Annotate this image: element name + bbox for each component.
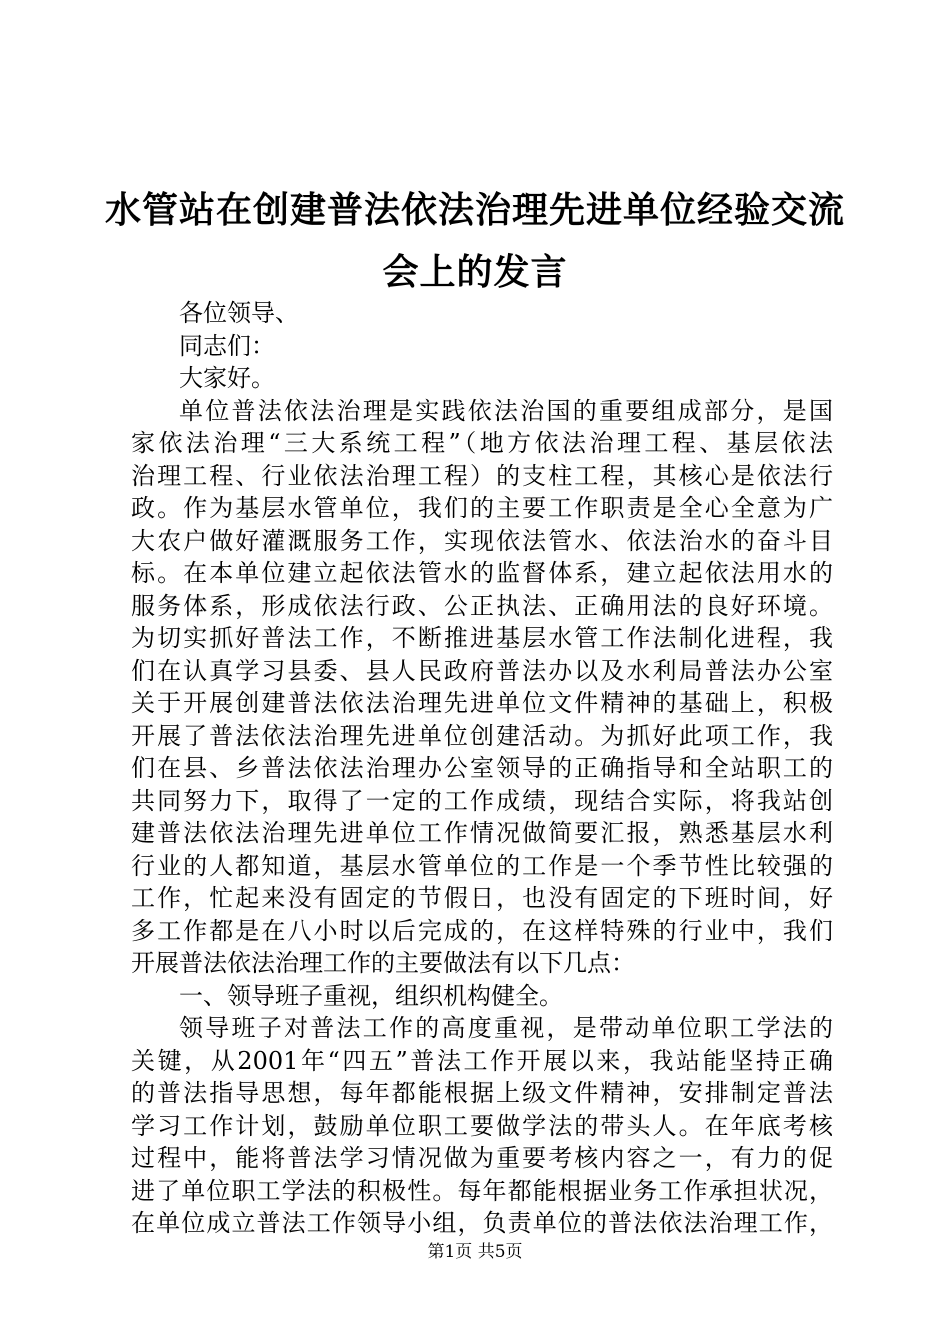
paragraph-line: 共同努力下，取得了一定的工作成绩，现结合实际，将我站创 [131,786,833,815]
paragraph-line: 开展了普法依法治理先进单位创建活动。为抓好此项工作，我 [131,721,833,750]
paragraph-line: 开展普法依法治理工作的主要做法有以下几点： [131,949,635,977]
paragraph-line: 的普法指导思想，每年都能根据上级文件精神，安排制定普法 [131,1079,833,1107]
salutation-line: 同志们： [179,331,275,360]
paragraph-line: 家依法治理“三大系统工程”（地方依法治理工程、基层依法 [131,429,833,457]
paragraph-line: 为切实抓好普法工作，不断推进基层水管工作法制化进程，我 [131,624,833,652]
paragraph-line: 行业的人都知道，基层水管单位的工作是一个季节性比较强的 [131,851,833,880]
paragraph-line: 标。在本单位建立起依法管水的监督体系，建立起依法用水的 [131,559,833,587]
greeting-line: 大家好。 [179,364,275,392]
paragraph-line: 政。作为基层水管单位，我们的主要工作职责是全心全意为广 [131,494,833,522]
paragraph-line: 进了单位职工学法的积极性。每年都能根据业务工作承担状况， [131,1176,833,1205]
paragraph-line: 大农户做好灌溉服务工作，实现依法管水、依法治水的奋斗目 [131,526,833,555]
document-title-line-1: 水管站在创建普法依法治理先进单位经验交流 [104,190,845,231]
paragraph-line: 们在县、乡普法依法治理办公室领导的正确指导和全站职工的 [131,754,833,782]
page-number-footer: 第1页 共5页 [427,1242,523,1262]
paragraph-line: 工作，忙起来没有固定的节假日，也没有固定的下班时间，好 [131,884,833,912]
paragraph-line: 服务体系，形成依法行政、公正执法、正确用法的良好环境。 [131,591,833,620]
paragraph-line: 过程中，能将普法学习情况做为重要考核内容之一，有力的促 [131,1144,833,1172]
paragraph-line: 学习工作计划，鼓励单位职工要做学法的带头人。在年底考核 [131,1111,833,1140]
salutation-line: 各位领导、 [179,299,299,327]
paragraph-line: 领导班子对普法工作的高度重视，是带动单位职工学法的 [179,1014,833,1042]
document-title-line-2: 会上的发言 [382,252,568,293]
paragraph-line: 在单位成立普法工作领导小组，负责单位的普法依法治理工作， [131,1209,833,1237]
paragraph-line: 关于开展创建普法依法治理先进单位文件精神的基础上，积极 [131,689,833,717]
paragraph-line: 多工作都是在八小时以后完成的，在这样特殊的行业中，我们 [131,916,833,945]
document-body [131,297,833,1240]
paragraph-line: 建普法依法治理先进单位工作情况做简要汇报，熟悉基层水利 [131,819,833,847]
paragraph-line: 们在认真学习县委、县人民政府普法办以及水利局普法办公室 [131,656,833,685]
paragraph-line: 治理工程、行业依法治理工程）的支柱工程，其核心是依法行 [131,461,833,490]
paragraph-line: 单位普法依法治理是实践依法治国的重要组成部分，是国 [179,396,833,425]
paragraph-line: 关键，从2001年“四五”普法工作开展以来，我站能坚持正确 [131,1046,833,1075]
section-heading: 一、领导班子重视，组织机构健全。 [179,981,563,1010]
